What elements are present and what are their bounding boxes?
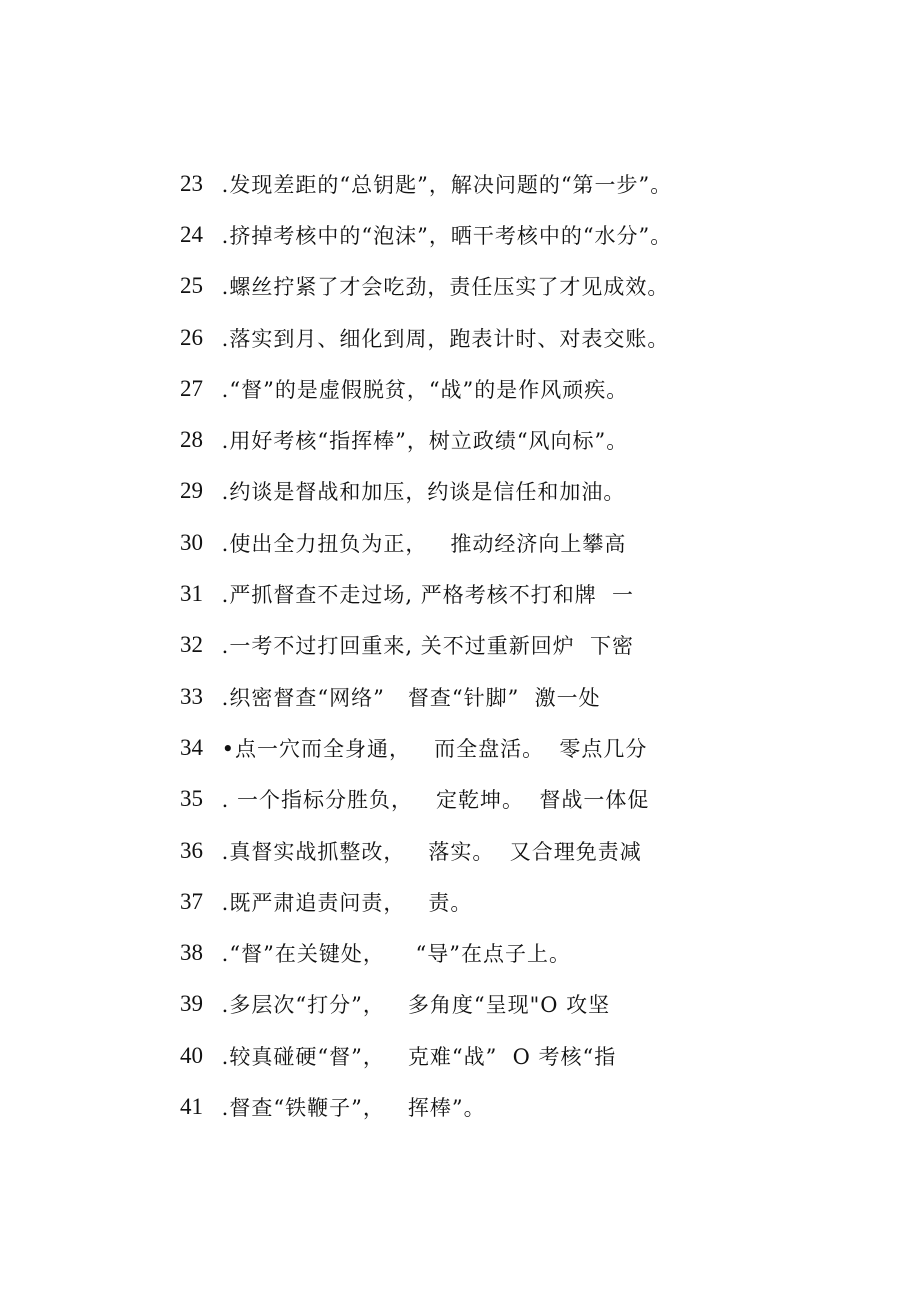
item-number: 25 [180,273,203,299]
item-number: 23 [180,170,203,196]
item-number: 27 [180,375,203,401]
item-number: 41 [180,1093,203,1119]
item-text: . 一个指标分胜负， 定乾坤。 督战一体促 [214,788,650,813]
item-number: 36 [180,837,203,863]
item-text: .落实到月、细化到周，跑表计时、对表交账。 [214,326,670,351]
list-item [180,927,880,978]
list-item [180,1030,880,1081]
list-item [180,261,880,312]
item-text: .织密督查“网络” 督查“针脚” 激一处 [214,685,601,710]
item-text: .“督”在关键处， “导”在点子上。 [214,942,571,967]
item-text: •点一穴而全身通， 而全盘活。 零点几分 [214,736,648,761]
list-item [180,1081,880,1132]
item-number: 32 [180,632,203,658]
list-item [180,466,880,517]
item-text: .既严肃追责问责， 责。 [214,890,473,915]
numbered-list [180,158,880,1133]
item-number: 33 [180,683,203,709]
item-number: 28 [180,427,203,453]
list-item [180,158,880,209]
item-text: .真督实战抓整改， 落实。 又合理免责减 [214,839,642,864]
item-number: 37 [180,888,203,914]
list-item [180,363,880,414]
item-text: .使出全力扭负为正， 推动经济向上攀高 [214,531,627,556]
item-text: .严抓督查不走过场, 严格考核不打和牌 一 [214,583,635,608]
item-number: 34 [180,734,203,760]
list-item [180,414,880,465]
item-number: 35 [180,786,203,812]
list-item [180,568,880,619]
list-item [180,209,880,260]
list-item [180,876,880,927]
item-text: .用好考核“指挥棒”，树立政绩“风向标”。 [214,429,629,454]
item-number: 31 [180,581,203,607]
item-text: .“督”的是虚假脱贫，“战”的是作风顽疾。 [214,377,629,402]
item-number: 39 [180,991,203,1017]
list-item [180,979,880,1030]
list-item [180,312,880,363]
item-text: .一考不过打回重来, 关不过重新回炉 下密 [214,634,635,659]
item-number: 38 [180,940,203,966]
item-text: .督查“铁鞭子”， 挥棒”。 [214,1095,486,1120]
list-item [180,620,880,671]
item-number: 26 [180,324,203,350]
list-item [180,722,880,773]
item-text: .约谈是督战和加压，约谈是信任和加油。 [214,480,626,505]
list-item [180,774,880,825]
item-text: .多层次“打分”， 多角度“呈现"O 攻坚 [214,993,611,1018]
item-number: 30 [180,529,203,555]
list-item [180,825,880,876]
item-text: .螺丝拧紧了才会吃劲，责任压实了才见成效。 [214,275,670,300]
list-item [180,517,880,568]
list-item [180,671,880,722]
item-text: .发现差距的“总钥匙”，解决问题的“第一步”。 [214,172,673,197]
item-number: 24 [180,221,203,247]
item-text: .挤掉考核中的“泡沫”，晒干考核中的“水分”。 [214,223,673,248]
item-text: .较真碰硬“督”， 克难“战” O 考核“指 [214,1044,617,1069]
item-number: 29 [180,478,203,504]
item-number: 40 [180,1042,203,1068]
